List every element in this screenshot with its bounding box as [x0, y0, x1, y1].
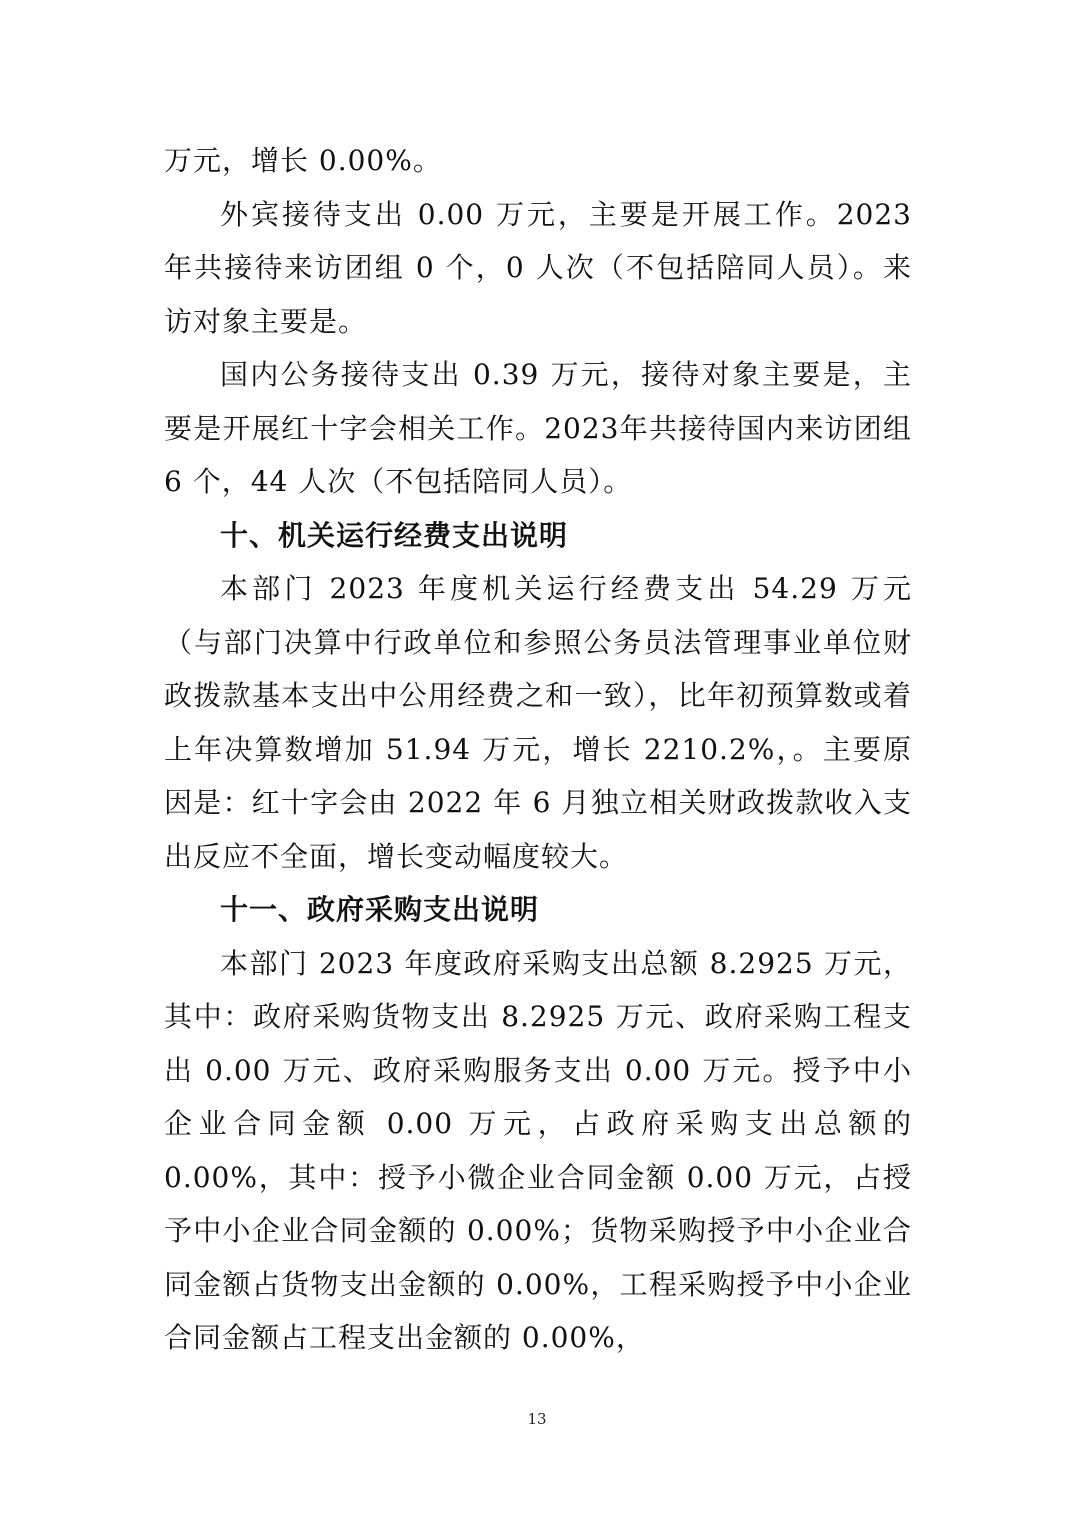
- section-heading-procurement: 十一、政府采购支出说明: [220, 893, 540, 926]
- section-heading-operating-expenses: 十、机关运行经费支出说明: [220, 518, 569, 552]
- paragraph-continuation: 万元，增长 0.00%。: [164, 144, 442, 177]
- paragraph-domestic-reception: 国内公务接待支出 0.39 万元，接待对象主要是，主要是开展红十字会相关工作。2023年共接待国内来访团组 6 个，44 人次（不包括陪同人员）。: [164, 358, 912, 498]
- page-number: 13: [527, 1410, 547, 1428]
- paragraph-procurement: 本部门 2023 年度政府采购支出总额 8.2925 万元，其中：政府采购货物支出 8.2925 万元、政府采购工程支出 0.00 万元、政府采购服务支出 0.00 万元。授予中小企业合同金额 0.00 万元，占政府采购支出总额的 0.00%，其中：授予小微企业合同金额 0.00 万元，占授予中小企业合同金额的 0.00%；货物采购授予中小企业合同金额占货物支出金额的 0.00%，工程采购授予中小企业合同金额占工程支出金额的 0.00%，: [164, 946, 912, 1354]
- paragraph-operating-expenses: 本部门 2023 年度机关运行经费支出 54.29 万元（与部门决算中行政单位和参照公务员法管理事业单位财政拨款基本支出中公用经费之和一致），比年初预算数或着上年决算数增加 51.94 万元，增长 2210.2%，。主要原因是：红十字会由 2022 年 6 月独立相关财政拨款收入支出反应不全面，增长变动幅度较大。: [164, 572, 912, 873]
- paragraph-foreign-reception: 外宾接待支出 0.00 万元，主要是开展工作。2023 年共接待来访团组 0 个，0 人次（不包括陪同人员）。来访对象主要是。: [164, 197, 912, 338]
- body-text: [164, 134, 912, 1365]
